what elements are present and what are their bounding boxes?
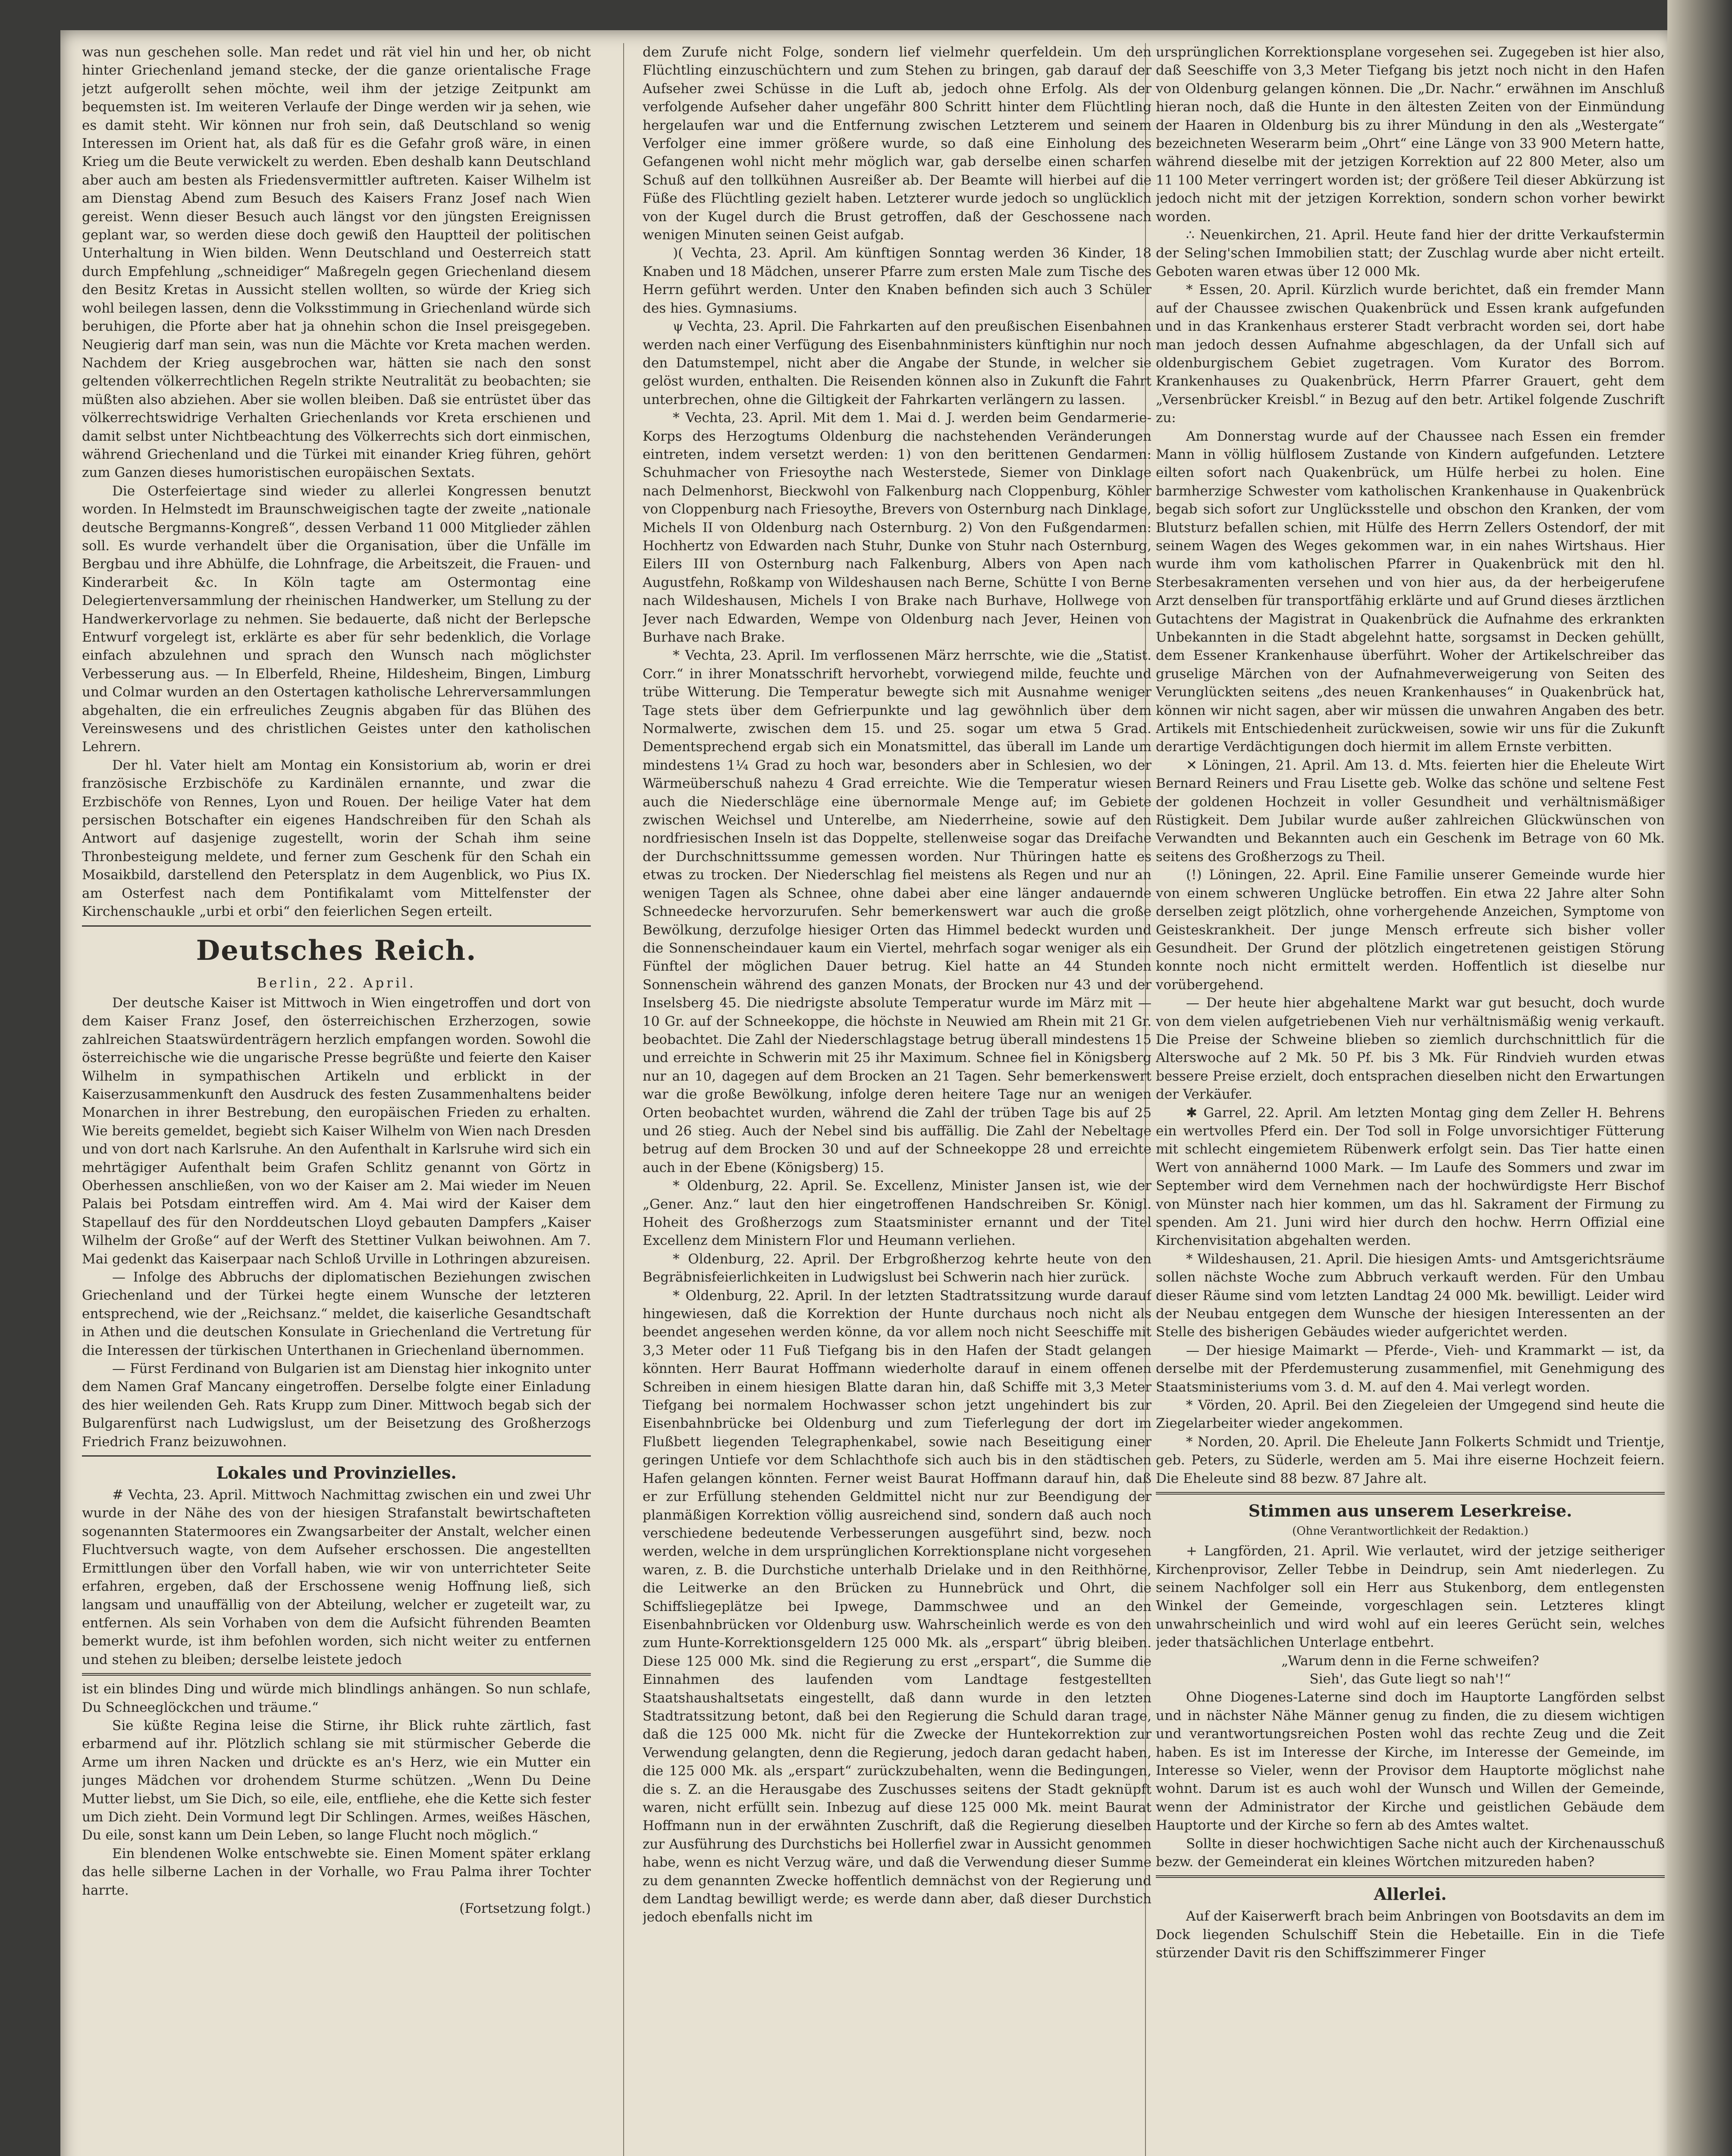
article-paragraph: * Vechta, 23. April. Im verflossenen März herrschte, wie die „Statist. Corr.“ in ihrer Monatsschrift hervorhebt, vorwiegend milde, feuchte und trübe Witterung. Die Temperatur bewegte sich mit Ausnahme weniger Tage stets über dem Gefrierpunkte und lag gewöhnlich über dem Normalwerte, zwischen dem 15. und 25. sogar um etwa 5 Grad. Dementsprechend ergab sich ein Monatsmittel, das überall im Lande um mindestens 1¼ Grad zu hoch war, besonders aber in Schlesien, wo der Wärmeüberschuß nahezu 4 Grad erreichte. Wie die Temperatur wiesen auch die Niederschläge eine übernormale Menge auf; im Gebiete zwischen Weichsel und Unterelbe, am Niederrheine, sowie auf den nordfriesischen Inseln ist das Doppelte, stellenweise sogar das Dreifache der Durchschnittssumme gemessen worden. Nur Thüringen hatte es etwas zu trocken. Der Niederschlag fiel meistens als Regen und nur an wenigen Tagen als Schnee, ohne dabei aber eine länger andauernde Schneedecke hervorzurufen. Sehr bemerkenswert war auch die große Bewölkung, derzufolge hiesiger Orten das Himmel bedeckt wurden und die Sonnenscheindauer kaum ein Viertel, mehrfach sogar weniger als ein Fünftel der möglichen Dauer betrug. Kiel hatte an 44 Stunden Sonnenschein während des ganzen Monats, der Brocken nur 43 und der Inselsberg 45. Die niedrigste absolute Temperatur wurde im März mit — 10 Gr. auf der Schneekoppe, die höchste in Neuwied am Rhein mit 21 Gr. beobachtet. Die Zahl der Niederschlagstage betrug überall mindestens 15 und erreichte in Schwerin mit 25 ihr Maximum. Schnee fiel in Königsberg nur an 10, dagegen auf dem Brocken an 21 Tagen. Sehr bemerkenswert war die große Bewölkung, infolge deren heitere Tage nur an wenigen Orten beobachtet wurden, während die Zahl der trüben Tage bis auf 25 und 26 stieg. Auch der Nebel sind bis auffällig. Die Zahl der Nebeltage betrug auf dem Brocken 30 und auf der Schneekoppe 28 und erreichte auch in der Ebene (Königsberg) 15. [643, 648, 1152, 1175]
article-paragraph: dem Zurufe nicht Folge, sondern lief vielmehr querfeldein. Um den Flüchtling einzuschüchtern und zum Stehen zu bringen, gab darauf der Aufseher zwei Schüsse in die Luft ab, jedoch ohne Erfolg. Als der verfolgende Aufseher daher ungefähr 800 Schritt hinter dem Flüchtling hergelaufen war und die Entfernung zwischen Letzterem und seinem Verfolger eine immer größere wurde, so daß eine Einholung des Gefangenen wohl nicht mehr möglich war, gab derselbe einen scharfen Schuß auf den tollkühnen Ausreißer ab. Der Beamte will hierbei auf die Füße des Flüchtling gezielt haben. Letzterer wurde jedoch so unglücklich von der Kugel durch die Brust getroffen, daß der Geschossene nach wenigen Minuten seinen Geist aufgab. [643, 44, 1152, 243]
article-paragraph: + Langförden, 21. April. Wie verlautet, wird der jetzige seitheriger Kirchenprovisor, Zeller Tebbe in Deindrup, sein Amt niederlegen. Zu seinem Nachfolger soll ein Herr aus Stukenborg, dem entlegensten Winkel der Gemeinde, vorgeschlagen sein. Letzteres klingt unwahrscheinlich und wird wohl auf ein leeres Gerücht sein, welches jeder thatsächlichen Unterlage entbehrt. [1156, 1543, 1665, 1651]
article-paragraph: Die Osterfeiertage sind wieder zu allerlei Kongressen benutzt worden. In Helmstedt im Braunschweigischen tagte der zweite „nationale deutsche Bergmanns-Kongreß“, dessen Verband 11 000 Mitglieder zählen soll. Es wurde verhandelt über die Organisation, über die Unfälle im Bergbau und ihre Abhülfe, die Lohnfrage, die Arbeitszeit, die Frauen- und Kinderarbeit &c. In Köln tagte am Ostermontag eine Delegiertenversammlung der rheinischen Handwerker, um Stellung zu der Handwerkervorlage zu nehmen. Sie bedauerte, daß nicht der Berlepsche Entwurf vorgelegt ist, erklärte es aber für sehr bedenklich, die Vorlage einfach abzulehnen und sprach den Wunsch nach möglichster Verbesserung aus. — In Elberfeld, Rheine, Hildesheim, Bingen, Limburg und Colmar wurden an den Ostertagen katholische Lehrerversammlungen abgehalten, die ein erfreuliches Zeugnis abgaben für das Blühen des Vereinswesens und des christlichen Geistes unter den katholischen Lehrern. [82, 483, 591, 755]
article-paragraph: ursprünglichen Korrektionsplane vorgesehen sei. Zugegeben ist hier also, daß Seeschiffe von 3,3 Meter Tiefgang bis jetzt noch nicht in den Hafen von Oldenburg gelangen können. Die „Dr. Nachr.“ erwähnen im Anschluß hieran noch, daß die Hunte in den ältesten Zeiten von der Einmündung der Haaren in Oldenburg bis zu ihrer Mündung in den als „Westergate“ bezeichneten Weserarm beim „Ohrt“ eine Länge von 33 900 Metern hatte, während dieselbe mit der jetzigen Korrektion auf 22 800 Meter, also um 11 100 Meter verringert worden ist; der größere Teil dieser Abkürzung ist jedoch nicht mit der jetzigen Korrektion, sondern schon vorher bewirkt worden. [1156, 44, 1665, 225]
section-heading-stimmen: Stimmen aus unserem Leserkreise. [1248, 1501, 1572, 1521]
article-paragraph: Ohne Diogenes-Laterne sind doch im Hauptorte Langförden selbst und in nächster Nähe Männer genug zu finden, die zu diesem wichtigen und verantwortungsreichen Posten wohl das rechte Zeug und die Zeit haben. Es ist im Interesse der Kirche, im Interesse der Gemeinde, im Interesse so Vieler, wenn der Provisor dem Hauptorte möglichst nahe wohnt. Darum ist es auch wohl der Wunsch und Willen der Gemeinde, wenn der Administrator der Kirche und geistlichen Gebäude dem Hauptorte und der Kirche so fern ab des Amtes waltet. [1156, 1689, 1665, 1833]
section-heading-allerlei: Allerlei. [1374, 1884, 1447, 1904]
section-heading-deutsches-reich: Deutsches Reich. [196, 934, 477, 967]
article-paragraph: * Essen, 20. April. Kürzlich wurde berichtet, daß ein fremder Mann auf der Chaussee zwischen Quakenbrück und Essen krank aufgefunden und in das Krankenhaus ersterer Stadt verbracht worden sei, dort habe man jedoch dessen Aufnahme abgeschlagen, da der Unfall sich auf oldenburgischem Gebiet zugetragen. Vom Kurator des Borrom. Krankenhauses zu Quakenbrück, Herrn Pfarrer Grauert, geht dem „Versenbrücker Kreisbl.“ in Bezug auf den betr. Artikel folgende Zuschrift zu: [1156, 282, 1665, 426]
continuation-note: (Fortsetzung folgt.) [459, 1901, 591, 1916]
article-paragraph: ✱ Garrel, 22. April. Am letzten Montag ging dem Zeller H. Behrens ein wertvolles Pferd ein. Der Tod soll in Folge unvorsichtiger Fütterung mit schlecht eingemietem Rübenwerk erfolgt sein. Das Tier hatte einen Wert von annähernd 1000 Mark. — Im Laufe des Sommers und zwar im September wird dem Vernehmen nach der hochwürdigste Herr Bischof von Münster nach hier kommen, um das hl. Sakrament der Firmung zu spenden. Am 21. Juni wird hier durch den hochw. Herrn Offizial eine Kirchenvisitation abgehalten werden. [1156, 1105, 1665, 1249]
article-paragraph: ∴ Neuenkirchen, 21. April. Heute fand hier der dritte Verkaufstermin der Seling'schen Immobilien statt; der Zuschlag wurde aber nicht erteilt. Geboten waren etwas über 12 000 Mk. [1156, 227, 1665, 279]
section-heading-lokales: Lokales und Provinzielles. [216, 1463, 457, 1483]
article-paragraph: — Infolge des Abbruchs der diplomatischen Beziehungen zwischen Griechenland und der Türkei hegte einem Wunsche der letzteren entsprechend, wie der „Reichsanz.“ meldet, die kaiserliche Gesandtschaft in Athen und die deutschen Konsulate in Griechenland die Vertretung für die Interessen der türkischen Unterthanen in Griechenland übernommen. [82, 1269, 591, 1358]
article-paragraph: Der hl. Vater hielt am Montag ein Konsistorium ab, worin er drei französische Erzbischöfe zu Kardinälen ernannte, und zwar die Erzbischöfe von Rennes, Lyon und Rouen. Der heilige Vater hat dem persischen Botschafter ein eigenes Handschreiben für den Schah als Antwort auf dasjenige zugestellt, worin der Schah ihm seine Thronbesteigung meldete, und ferner zum Geschenk für den Schah ein Mosaikbild, darstellend den Petersplatz in dem Augenblick, wo Pius IX. am Osterfest nach dem Pontifikalamt vom Mittelfenster der Kirchenschaukle „urbi et orbi“ den feierlichen Segen erteilt. [82, 757, 591, 920]
article-paragraph: * Vechta, 23. April. Mit dem 1. Mai d. J. werden beim Gendarmerie-Korps des Herzogtums Oldenburg die nachstehenden Veränderungen eintreten, indem versetzt werden: 1) von den berittenen Gendarmen: Schuhmacher von Friesoythe nach Westerstede, Siemer von Dinklage nach Delmenhorst, Bieckwohl von Falkenburg nach Cloppenburg, Köhler von Cloppenburg nach Friesoythe, Brevers von Osternburg nach Dinklage, Michels II von Oldenburg nach Osternburg. 2) Von den Fußgendarmen: Hochhertz von Edwarden nach Stuhr, Dunke von Stuhr nach Osternburg, Eilers III von Osternburg nach Falkenburg, Albers von Apen nach Augustfehn, Roßkamp von Wildeshausen nach Berne, Schütte I von Berne nach Wildeshausen, Michels I von Brake nach Burhave, Hollwege von Jever nach Edwarden, Wempe von Oldenburg nach Jever, Heinen von Burhave nach Brake. [643, 410, 1152, 645]
article-paragraph: * Norden, 20. April. Die Eheleute Jann Folkerts Schmidt und Trientje, geb. Peters, zu Süderle, werden am 5. Mai ihre eiserne Hochzeit feiern. Die Eheleute sind 88 bezw. 87 Jahre alt. [1156, 1434, 1665, 1486]
column-2 [643, 43, 1152, 2156]
feuilleton-divider [82, 1673, 591, 1676]
article-paragraph: — Fürst Ferdinand von Bulgarien ist am Dienstag hier inkognito unter dem Namen Graf Mancany eingetroffen. Derselbe folgte einer Einladung des hier weilenden Geh. Rats Krupp zum Diner. Mittwoch begab sich der Bulgarenfürst nach Ludwigslust, um der Beisetzung des Großherzogs Friedrich Franz beizuwohnen. [82, 1361, 591, 1450]
article-paragraph: — Der heute hier abgehaltene Markt war gut besucht, doch wurde von dem vielen aufgetriebenen Vieh nur verhältnismäßig wenig verkauft. Die Preise der Schweine blieben so ziemlich durchschnittlich für die Alterswoche auf 2 Mk. 50 Pf. bis 3 Mk. Für Rindvieh wurden etwas bessere Preise erzielt, doch entsprachen dieselben nicht den Erwartungen der Verkäufer. [1156, 995, 1665, 1103]
section-divider [1156, 1875, 1665, 1878]
article-paragraph: Der deutsche Kaiser ist Mittwoch in Wien eingetroffen und dort von dem Kaiser Franz Josef, den österreichischen Erzherzogen, sowie zahlreichen Staatswürdenträgern herzlich empfangen worden. Sowohl die österreichische wie die ungarische Presse begrüßte und feierte den Kaiser Wilhelm in sympathischen Artikeln und erblickt in der Kaiserzusammenkunft den Ausdruck des festen Zusammenhaltens beider Monarchen in ihrer Bestrebung, den europäischen Frieden zu erhalten. Wie bereits gemeldet, begiebt sich Kaiser Wilhelm von Wien nach Dresden und von dort nach Karlsruhe. An den Aufenthalt in Karlsruhe wird sich ein mehrtägiger Aufenthalt beim Grafen Schlitz genannt von Görtz in Oberhessen anschließen, von wo der Kaiser am 2. Mai wieder im Neuen Palais bei Potsdam eintreffen wird. Am 4. Mai wird der Kaiser dem Stapellauf des für den Norddeutschen Lloyd gebauten Dampfers „Kaiser Wilhelm der Große“ auf der Werft des Stettiner Vulkan beiwohnen. Am 7. Mai gedenkt das Kaiserpaar nach Schloß Urville in Lothringen abzureisen. [82, 995, 591, 1267]
section-divider [82, 1455, 591, 1457]
article-paragraph: Auf der Kaiserwerft brach beim Anbringen von Bootsdavits an dem im Dock liegenden Schulschiff Stein die Hebetaille. Ein in die Tiefe stürzender Davit ris den Schiffszimmerer Finger [1156, 1908, 1665, 1961]
article-paragraph: ✕ Löningen, 21. April. Am 13. d. Mts. feierten hier die Eheleute Wirt Bernard Reiners und Frau Lisette geb. Wolke das schöne und seltene Fest der goldenen Hochzeit in voller Gesundheit und verhältnismäßiger Rüstigkeit. Dem Jubilar wurde außer zahlreichen Glückwünschen von Verwandten und Bekannten auch ein Geschenk im Betrage von 60 Mk. seitens des Großherzogs zu Theil. [1156, 757, 1665, 865]
page-edge-shadow [1667, 0, 1732, 2156]
section-divider [82, 925, 591, 927]
verse-line: Sieh', das Gute liegt so nah'!“ [1309, 1671, 1511, 1687]
feuilleton-paragraph: ist ein blindes Ding und würde mich blindlings anhängen. So nun schlafe, Du Schneeglöckchen und träume.“ [82, 1681, 591, 1715]
article-paragraph: * Vörden, 20. April. Bei den Ziegeleien der Umgegend sind heute die Ziegelarbeiter wieder angekommen. [1156, 1398, 1665, 1432]
column-rule [623, 43, 624, 2156]
feuilleton-paragraph: Ein blendenen Wolke entschwebte sie. Einen Moment später erklang das helle silberne Lachen in der Vorhalle, wo Frau Palma ihrer Tochter harrte. [82, 1846, 591, 1898]
article-paragraph: * Oldenburg, 22. April. In der letzten Stadtratssitzung wurde darauf hingewiesen, daß die Korrektion der Hunte durchaus noch nicht als beendet angesehen werden könne, da vor allem noch nicht Seeschiffe mit 3,3 Meter oder 11 Fuß Tiefgang bis in den Hafen der Stadt gelangen könnten. Herr Baurat Hoffmann wiederholte darauf in einem offenen Schreiben in einem hiesigen Blatte daran hin, daß Schiffe mit 3,3 Meter Tiefgang bei normalem Hochwasser schon jetzt ungehindert bis zur Eisenbahnbrücke bei Oldenburg und zum Tieferlegung der dort im Flußbett liegenden Telegraphenkabel, sowie nach Beseitigung einer geringen Untiefe vor dem Schlachthofe sich auch bis in den städtischen Hafen gelangen könnten. Ferner weist Baurat Hoffmann darauf hin, daß er zur Erfüllung stehenden Geldmittel nicht nur zur Beendigung der planmäßigen Korrektion völlig ausreichend sind, sondern daß auch noch verschiedene bedeutende Verbesserungen ausgeführt sind, bezw. noch werden, welche in dem ursprünglichen Korrektionsplane nicht vorgesehen waren, z. B. die Durchstiche unterhalb Drielake und in den Reithhörne, die Leitwerke an den Brücken zu Hunnebrück und Ohrt, die Schiffsliegeplätze bei Ipwege, Dammschwee und an den Eisenbahnbrücken vor Oldenburg usw. Wahrscheinlich werde es von den zum Hunte-Korrektionsgeldern 125 000 Mk. als „erspart“ übrig bleiben. Diese 125 000 Mk. sind die Regierung zu erst „erspart“, die Summe die Einnahmen des laufenden vom Landtage festgestellten Staatshaushaltsetats eingestellt, daß dann wurde in den letzten Stadtratssitzung betont, daß bei den Regierung die Schuld daran trage, daß die 125 000 Mk. nicht für die Zwecke der Huntekorrektion zur Verwendung gelangten, denn die Regierung, jedoch daran gedacht haben, die 125 000 Mk. als „erspart“ zurückzubehalten, wenn die Bedingungen, die s. Z. an die Herausgabe des Zuschusses seitens der Stadt geknüpft waren, nicht erfüllt sein. Inbezug auf diese 125 000 Mk. meint Baurat Hoffmann nun in der erwähnten Zuschrift, daß die Regierung dieselben zur Ausführung des Durchstichs bei Hollerfiel zwar in Aussicht genommen habe, wenn es nicht Verzug wäre, und daß die Verwendung dieser Summe zu dem genannten Zwecke hoffentlich demnächst von der Regierung und dem Landtag bewilligt werde; es werde dann aber, daß dieser Durchstich jedoch ebenfalls nicht im [643, 1288, 1152, 1925]
article-paragraph: Sollte in dieser hochwichtigen Sache nicht auch der Kirchenausschuß bezw. der Gemeinderat ein kleines Wörtchen mitzureden haben? [1156, 1836, 1665, 1870]
article-paragraph: Am Donnerstag wurde auf der Chaussee nach Essen ein fremder Mann in völlig hülflosem Zustande von Kindern aufgefunden. Letztere eilten sofort nach Quakenbrück, um Hülfe herbei zu holen. Eine barmherzige Schwester vom katholischen Krankenhause in Quakenbrück begab sich sofort zur Unglücksstelle und obschon den Kranken, der vom Blutsturz befallen schien, mit Hülfe des Herrn Zellers Ostendorf, der mit seinem Wagen des Weges gekommen war, in ein nahes Wirtshaus. Hier wurde ihm vom katholischen Pfarrer in Quakenbrück mit den hl. Sterbesakramenten versehen und von hier aus, da der herbeigerufene Arzt denselben für transportfähig erklärte und auf Grund dieses ärztlichen Gutachtens der Magistrat in Quakenbrück die Aufnahme des erkrankten Unbekannten in die Stadt abgelehnt hatte, sorgsamst in Decken gehüllt, dem Essener Krankenhause überführt. Woher der Artikelschreiber das gruselige Märchen von der Aufnahmeverweigerung von Seiten des Verunglückten seitens „des neuen Krankenhauses“ in Quakenbrück hat, können wir nicht sagen, aber wir müssen die unwahren Angaben des betr. Artikels mit Entschiedenheit zurückweisen, sowie wir uns für die Zukunft derartige Verdächtigungen doch hiermit im allem Ernste verbitten. [1156, 428, 1665, 755]
feuilleton-paragraph: Sie küßte Regina leise die Stirne, ihr Blick ruhte zärtlich, fast erbarmend auf ihr. Plötzlich schlang sie mit stürmischer Geberde die Arme um ihren Nacken und drückte es an's Herz, wie ein Mutter ein junges Mädchen vor drohendem Sturme schützen. „Wenn Du Deine Mutter liebst, um Sie Dich, so eile, eile, entfliehe, ehe die Kette sich fester um Dich zieht. Dein Vormund legt Dir Schlingen. Armes, weißes Häschen, Du eile, sonst kann um Dein Leben, so lange Flucht noch möglich.“ [82, 1717, 591, 1843]
article-paragraph: (!) Löningen, 22. April. Eine Familie unserer Gemeinde wurde hier von einem schweren Unglücke betroffen. Ein etwa 22 Jahre alter Sohn derselben zeigt plötzlich, ohne vorhergehende Anzeichen, Symptome von Geisteskrankheit. Der junge Mensch erfreute sich bisher voller Gesundheit. Der Grund der plötzlich eingetretenen geistigen Störung konnte noch nicht ermittelt werden. Hoffentlich ist dieselbe nur vorübergehend. [1156, 867, 1665, 993]
column-1 [82, 43, 591, 2156]
article-paragraph: * Oldenburg, 22. April. Der Erbgroßherzog kehrte heute von den Begräbnisfeierlichkeiten in Ludwigslust bei Schwerin nach hier zurück. [643, 1251, 1152, 1285]
article-paragraph: — Der hiesige Maimarkt — Pferde-, Vieh- und Krammarkt — ist, da derselbe mit der Pferdemusterung zusammenfiel, mit Genehmigung des Staatsministeriums vom 3. d. M. auf den 4. Mai verlegt worden. [1156, 1342, 1665, 1395]
article-paragraph: # Vechta, 23. April. Mittwoch Nachmittag zwischen ein und zwei Uhr wurde in der Nähe des von der hiesigen Strafanstalt bewirtschafteten sogenannten Statermoores ein Zwangsarbeiter der Anstalt, welcher einen Fluchtversuch wagte, von dem Aufseher erschossen. Die angestellten Ermittlungen über den Vorfall haben, wie wir von unterrichteter Seite erfahren, ergeben, daß der Erschossene wenig Hoffnung ließ, sich langsam und unauffällig von der Abteilung, welcher er zugeteilt war, zu entfernen. Als sein Vorhaben von dem die Aufsicht führenden Beamten bemerkt wurde, ist ihm befohlen worden, sich nicht weiter zu entfernen und stehen zu bleiben; derselbe leistete jedoch [82, 1487, 591, 1667]
column-3 [1156, 43, 1665, 2156]
article-paragraph: )( Vechta, 23. April. Am künftigen Sonntag werden 36 Kinder, 18 Knaben und 18 Mädchen, unserer Pfarre zum ersten Male zum Tische des Herrn geführt werden. Unter den Knaben befinden sich auch 3 Schüler des hies. Gymnasiums. [643, 245, 1152, 316]
article-paragraph: was nun geschehen solle. Man redet und rät viel hin und her, ob nicht hinter Griechenland jemand stecke, der die ganze orientalische Frage jetzt aufgerollt sehen möchte, weil ihm der jetzige Zeitpunkt am bequemsten ist. Im weiteren Verlaufe der Dinge werden wir ja sehen, wie es damit steht. Wir können nur froh sein, daß Deutschland so wenig Interessen im Orient hat, als daß für es die Gefahr groß wäre, in einen Krieg um die Beute verwickelt zu werden. Eben deshalb kann Deutschland aber auch am besten als Friedensvermittler auftreten. Kaiser Wilhelm ist am Dienstag Abend zum Besuch des Kaisers Franz Josef nach Wien gereist. Wenn dieser Besuch auch längst vor den jüngsten Ereignissen geplant war, so werden diese doch gewiß den Hauptteil der politischen Unterhaltung in Wien bilden. Wenn Deutschland und Oesterreich statt durch Empfehlung „schneidiger“ Maßregeln gegen Griechenland diesem den Besitz Kretas in Aussicht stellen wollten, so würde der Krieg sich wohl beilegen lassen, denn die Volksstimmung in Griechenland würde sich beruhigen, die Pforte aber hat ja ohnehin schon die Insel preisgegeben. Neugierig darf man sein, was nun die Mächte vor Kreta machen werden. Nachdem der Krieg ausgebrochen war, hätten sie nach den sonst geltenden völkerrechtlichen Regeln strikte Neutralität zu beobachten; sie müßten also abziehen. Aber sie wollen bleiben. Daß sie entrüstet über das völkerrechtswidrige Verhalten Griechenlands vor Kreta erschienen und damit selbst unter Nichtbeachtung des Völkerrechts sich dort einmischen, während Griechenland und die Türkei mit einander Krieg führen, gehört zum Ganzen dieses humoristischen europäischen Sextats. [82, 44, 591, 481]
article-paragraph: * Wildeshausen, 21. April. Die hiesigen Amts- und Amtsgerichtsräume sollen nächste Woche zum Abbruch verkauft werden. Für den Umbau dieser Räume sind vom letzten Landtag 24 000 Mk. bewilligt. Leider wird der Neubau entgegen dem Wunsche der hiesigen Interessenten an der Stelle des bisherigen Gebäudes wieder aufgerichtet werden. [1156, 1251, 1665, 1340]
section-divider [1156, 1492, 1665, 1495]
section-subnote: (Ohne Verantwortlichkeit der Redaktion.) [1292, 1525, 1528, 1538]
verse-line: „Warum denn in die Ferne schweifen? [1281, 1653, 1539, 1669]
article-paragraph: ψ Vechta, 23. April. Die Fahrkarten auf den preußischen Eisenbahnen werden nach einer Verfügung des Eisenbahnministers künftighin nur noch den Datumstempel, nicht aber die Angabe der Stunde, in welcher sie gelöst wurden, enthalten. Die Reisenden können also in Zukunft die Fahrt unterbrechen, ohne die Giltigkeit der Fahrkarten verlängern zu lassen. [643, 319, 1152, 407]
dateline: Berlin, 22. April. [257, 975, 416, 991]
article-paragraph: * Oldenburg, 22. April. Se. Excellenz, Minister Jansen ist, wie der „Gener. Anz.“ laut den hier eingetroffenen Handschreiben Sr. Königl. Hoheit des Großherzogs zum Staatsminister ernannt und der Titel Excellenz dem Ministern Flor und Heumann verliehen. [643, 1178, 1152, 1249]
